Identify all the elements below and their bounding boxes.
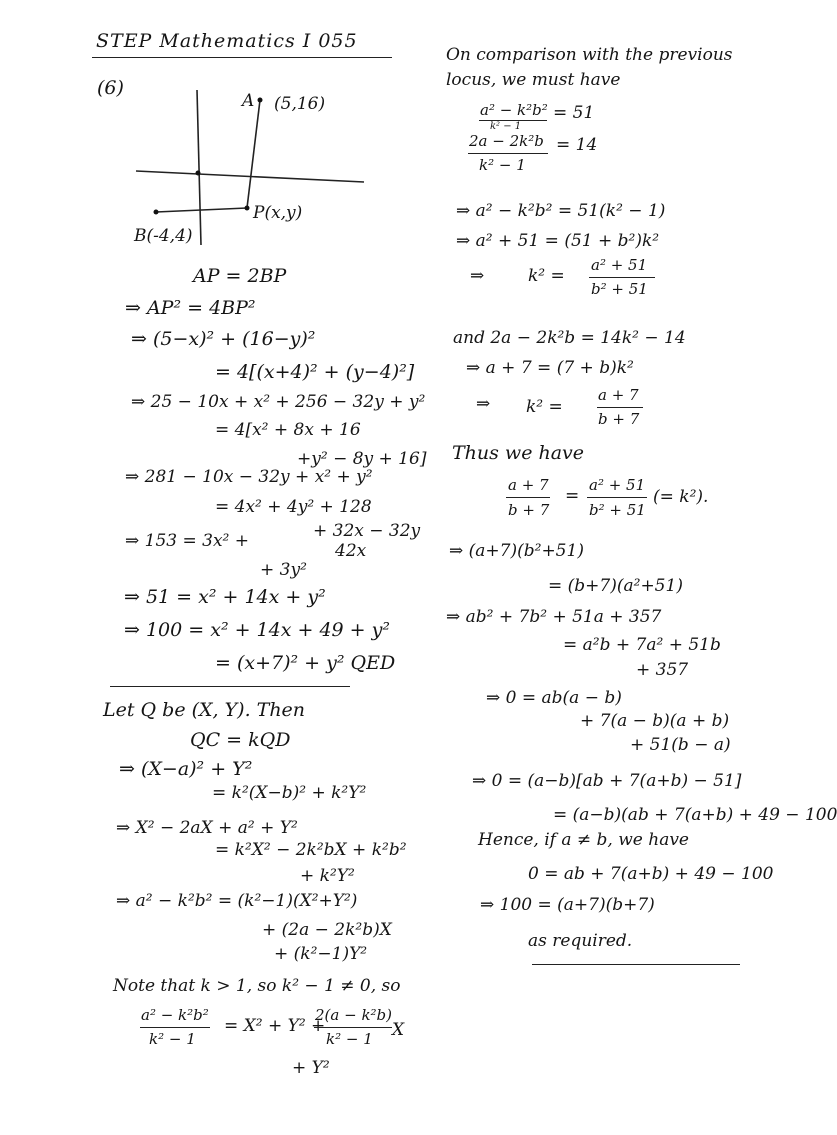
fraction-bar [587, 497, 647, 498]
fraction-bar [506, 497, 550, 498]
step-line: AP = 2BP [193, 265, 287, 287]
step-line: Thus we have [452, 442, 585, 464]
step-line: X [392, 1020, 405, 1040]
label-a-coords: (5,16) [274, 94, 326, 114]
fraction-numerator: 2(a − k²b) [315, 1006, 392, 1024]
step-line: ⇒ 281 − 10x − 32y + x² + y² [125, 467, 373, 487]
fraction-denominator: b + 7 [598, 410, 640, 428]
fraction-bar [597, 407, 643, 408]
point-b-dot [154, 210, 159, 215]
fraction-bar [468, 153, 548, 154]
point-a-dot [258, 98, 263, 103]
step-line: + k²Y² [300, 866, 355, 886]
step-line: ⇒ 25 − 10x + x² + 256 − 32y + y² [131, 392, 426, 412]
step-line: locus, we must have [446, 70, 621, 90]
fraction-numerator: a + 7 [598, 386, 639, 404]
step-line: Let Q be (X, Y). Then [103, 699, 306, 721]
fraction-numerator: a² − k²b² [480, 101, 548, 119]
step-line: + Y² [292, 1058, 330, 1078]
step-line: ⇒ ab² + 7b² + 51a + 357 [446, 607, 662, 627]
step-line: ⇒ a² − k²b² = 51(k² − 1) [456, 201, 666, 221]
step-line: +y² − 8y + 16] [297, 449, 427, 469]
step-line: = 4[(x+4)² + (y−4)²] [215, 361, 415, 383]
fraction-numerator: 2a − 2k²b [469, 132, 544, 150]
step-line: + 357 [636, 660, 689, 680]
step-line: = (a−b)(ab + 7(a+b) + 49 − 100 [553, 805, 837, 825]
step-line: = X² + Y² + [224, 1016, 326, 1036]
part-label: (6) [97, 77, 124, 99]
fraction-numerator: a² + 51 [589, 476, 646, 494]
step-line: ⇒ 100 = (a+7)(b+7) [480, 895, 655, 915]
step-line: 0 = ab + 7(a+b) + 49 − 100 [528, 864, 774, 884]
closing-underline [532, 964, 740, 965]
section-divider [110, 686, 350, 687]
step-line: ⇒ 0 = ab(a − b) [486, 688, 622, 708]
fraction-numerator: a + 7 [508, 476, 549, 494]
page-title: STEP Mathematics I 055 [96, 30, 358, 52]
step-line: = 14 [556, 135, 598, 155]
fraction-numerator: a² − k²b² [141, 1006, 209, 1024]
step-line: ⇒ 100 = x² + 14x + 49 + y² [124, 619, 390, 641]
step-line: ⇒ X² − 2aX + a² + Y² [116, 818, 298, 838]
step-line: ⇒ a² + 51 = (51 + b²)k² [456, 231, 660, 251]
label-p: P(x,y) [253, 203, 303, 223]
step-line: + (2a − 2k²b)X [262, 920, 392, 940]
step-line: k² = [528, 266, 565, 286]
step-line: k² = [526, 397, 563, 417]
header-underline [92, 57, 392, 58]
fraction-denominator: k² − 1 [490, 121, 522, 132]
step-line: + (k²−1)Y² [274, 944, 368, 964]
step-line: On comparison with the previous [446, 45, 733, 65]
fraction-bar [140, 1027, 210, 1028]
step-line: = 4x² + 4y² + 128 [215, 497, 372, 517]
step-line: ⇒ 0 = (a−b)[ab + 7(a+b) − 51] [472, 771, 742, 791]
point-p-dot [245, 206, 250, 211]
step-line: = 4[x² + 8x + 16 [215, 420, 361, 440]
fraction-bar [589, 277, 655, 278]
step-line: = 51 [553, 103, 595, 123]
step-line: (= k²). [653, 487, 709, 507]
step-line: ⇒ a² − k²b² = (k²−1)(X²+Y²) [116, 891, 358, 911]
fraction-denominator: k² − 1 [326, 1030, 373, 1048]
label-b: B(-4,4) [134, 226, 193, 246]
step-line: as required. [528, 931, 633, 951]
segment-ap [247, 100, 260, 208]
fraction-bar [314, 1027, 392, 1028]
label-a: A [242, 91, 255, 111]
step-line: = (x+7)² + y² QED [215, 652, 396, 674]
step-line: + 51(b − a) [630, 735, 731, 755]
segment-bp [156, 208, 247, 212]
step-line: + 32x − 32y [313, 521, 421, 541]
fraction-denominator: b² + 51 [589, 501, 646, 519]
fraction-denominator: k² − 1 [479, 156, 526, 174]
step-line: ⇒ (a+7)(b²+51) [449, 541, 584, 561]
step-line: QC = kQD [190, 729, 291, 751]
step-line: ⇒ [476, 394, 491, 414]
fraction-denominator: k² − 1 [149, 1030, 196, 1048]
step-line: 42x [335, 541, 367, 561]
fraction-numerator: a² + 51 [591, 256, 648, 274]
step-line: = a²b + 7a² + 51b [563, 635, 721, 655]
step-line: ⇒ [470, 266, 485, 286]
step-line: Note that k > 1, so k² − 1 ≠ 0, so [113, 976, 401, 996]
step-line: = k²(X−b)² + k²Y² [212, 783, 367, 803]
step-line: ⇒ 153 = 3x² + [125, 531, 250, 551]
step-line: ⇒ 51 = x² + 14x + y² [124, 586, 326, 608]
vertical-axis [197, 90, 201, 245]
step-line: and 2a − 2k²b = 14k² − 14 [453, 328, 686, 348]
step-line: ⇒ (X−a)² + Y² [119, 758, 253, 780]
step-line: ⇒ (5−x)² + (16−y)² [131, 328, 316, 350]
step-line: = k²X² − 2k²bX + k²b² [215, 840, 407, 860]
step-line: ⇒ a + 7 = (7 + b)k² [466, 358, 634, 378]
step-line: Hence, if a ≠ b, we have [478, 830, 689, 850]
step-line: = [565, 486, 580, 506]
step-line: + 3y² [260, 560, 307, 580]
origin-dot [196, 171, 201, 176]
step-line: + 7(a − b)(a + b) [580, 711, 730, 731]
step-line: = (b+7)(a²+51) [548, 576, 683, 596]
fraction-denominator: b² + 51 [591, 280, 648, 298]
step-line: ⇒ AP² = 4BP² [125, 297, 256, 319]
fraction-denominator: b + 7 [508, 501, 550, 519]
